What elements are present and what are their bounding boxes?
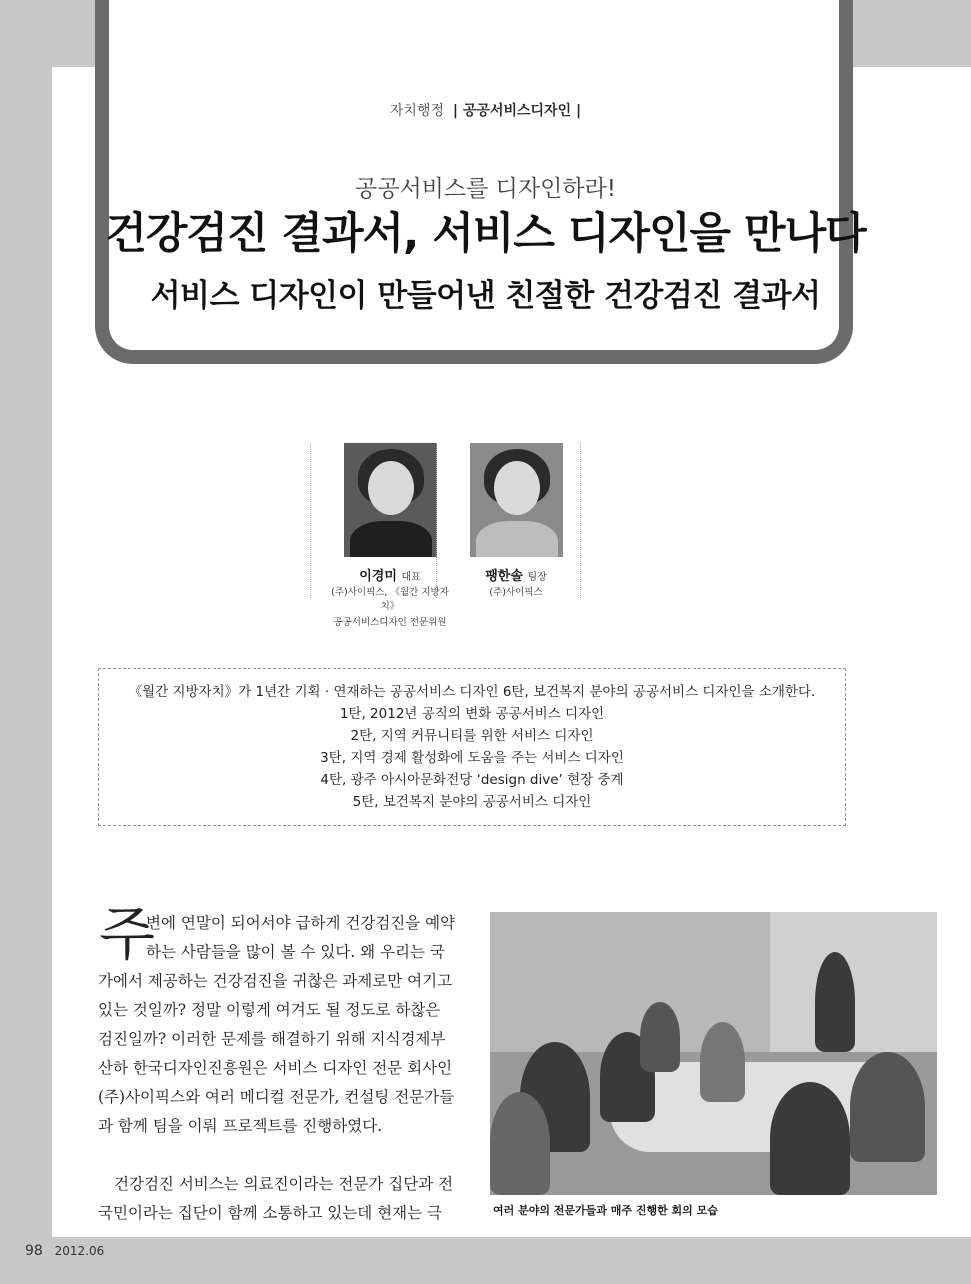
author-photo (344, 443, 437, 557)
page-footer (25, 1243, 104, 1259)
author-affiliation: 공공서비스디자인 전문위원 (333, 617, 447, 628)
issue-date: 2012.06 (54, 1244, 105, 1258)
divider (436, 443, 437, 598)
author-role: 대표 (401, 572, 421, 583)
body-line: 있는 것일까? 정말 이렇게 여겨도 될 정도로 하찮은 (98, 1001, 441, 1019)
intro-line: 2탄, 지역 커뮤니티를 위한 서비스 디자인 (350, 728, 594, 744)
author-card (328, 443, 452, 630)
section-tag (0, 100, 971, 120)
intro-line: 5탄, 보건복지 분야의 공공서비스 디자인 (352, 794, 592, 810)
body-line: 건강검진 서비스는 의료진이라는 전문가 집단과 전 (114, 1175, 454, 1193)
divider (580, 443, 581, 598)
author-role: 팀장 (527, 572, 547, 583)
dropcap: 주 (99, 900, 156, 968)
page-subtitle: 서비스 디자인이 만들어낸 친절한 건강검진 결과서 (150, 278, 821, 314)
intro-line: 3탄, 지역 경제 활성화에 도움을 주는 서비스 디자인 (320, 750, 624, 766)
body-line: 국민이라는 집단이 함께 소통하고 있는데 현재는 극 (98, 1204, 442, 1222)
author-affiliation: (주)사이픽스, 《월간 지방자치》 (331, 587, 449, 612)
meeting-photo (490, 912, 937, 1195)
author-name: 팽한솔 팀장 (485, 569, 547, 584)
kicker: 공공서비스를 디자인하라! (355, 176, 616, 202)
body-line: 과 함께 팀을 이뤄 프로젝트를 진행하였다. (98, 1117, 383, 1135)
body-line: 하는 사람들을 많이 볼 수 있다. 왜 우리는 국 (146, 943, 445, 961)
author-photo (470, 443, 563, 557)
author-card (454, 443, 578, 600)
page-title: 건강검진 결과서, 서비스 디자인을 만나다 (105, 209, 866, 259)
divider (310, 443, 311, 598)
intro-line: 4탄, 광주 아시아문화전당 ‘design dive’ 현장 중계 (320, 772, 624, 788)
body-line: 산하 한국디자인진흥원은 서비스 디자인 전문 회사인 (98, 1059, 453, 1077)
author-name: 이경미 대표 (359, 569, 421, 584)
article-body (98, 909, 462, 1228)
intro-line: 1탄, 2012년 공직의 변화 공공서비스 디자인 (339, 706, 605, 722)
section-label: 자치행정 (389, 103, 445, 119)
author-affiliation: (주)사이픽스 (489, 587, 543, 598)
page-number: 98 (25, 1243, 43, 1259)
intro-line: 《월간 지방자치》가 1년간 기획 · 연재하는 공공서비스 디자인 6탄, 보건복지 분야의 공공서비스 디자인을 소개한다. (128, 684, 816, 700)
intro-box (98, 668, 846, 826)
body-line: (주)사이픽스와 여러 메디컬 전문가, 컨설팅 전문가들 (98, 1088, 455, 1106)
body-line: 검진일까? 이러한 문제를 해결하기 위해 지식경제부 (98, 1030, 446, 1048)
category-label: | 공공서비스디자인 | (452, 103, 582, 119)
body-line: 변에 연말이 되어서야 급하게 건강검진을 예약 (146, 914, 456, 932)
body-line: 가에서 제공하는 건강검진을 귀찮은 과제로만 여기고 (98, 972, 453, 990)
photo-caption: 여러 분야의 전문가들과 매주 진행한 회의 모습 (493, 1204, 718, 1217)
